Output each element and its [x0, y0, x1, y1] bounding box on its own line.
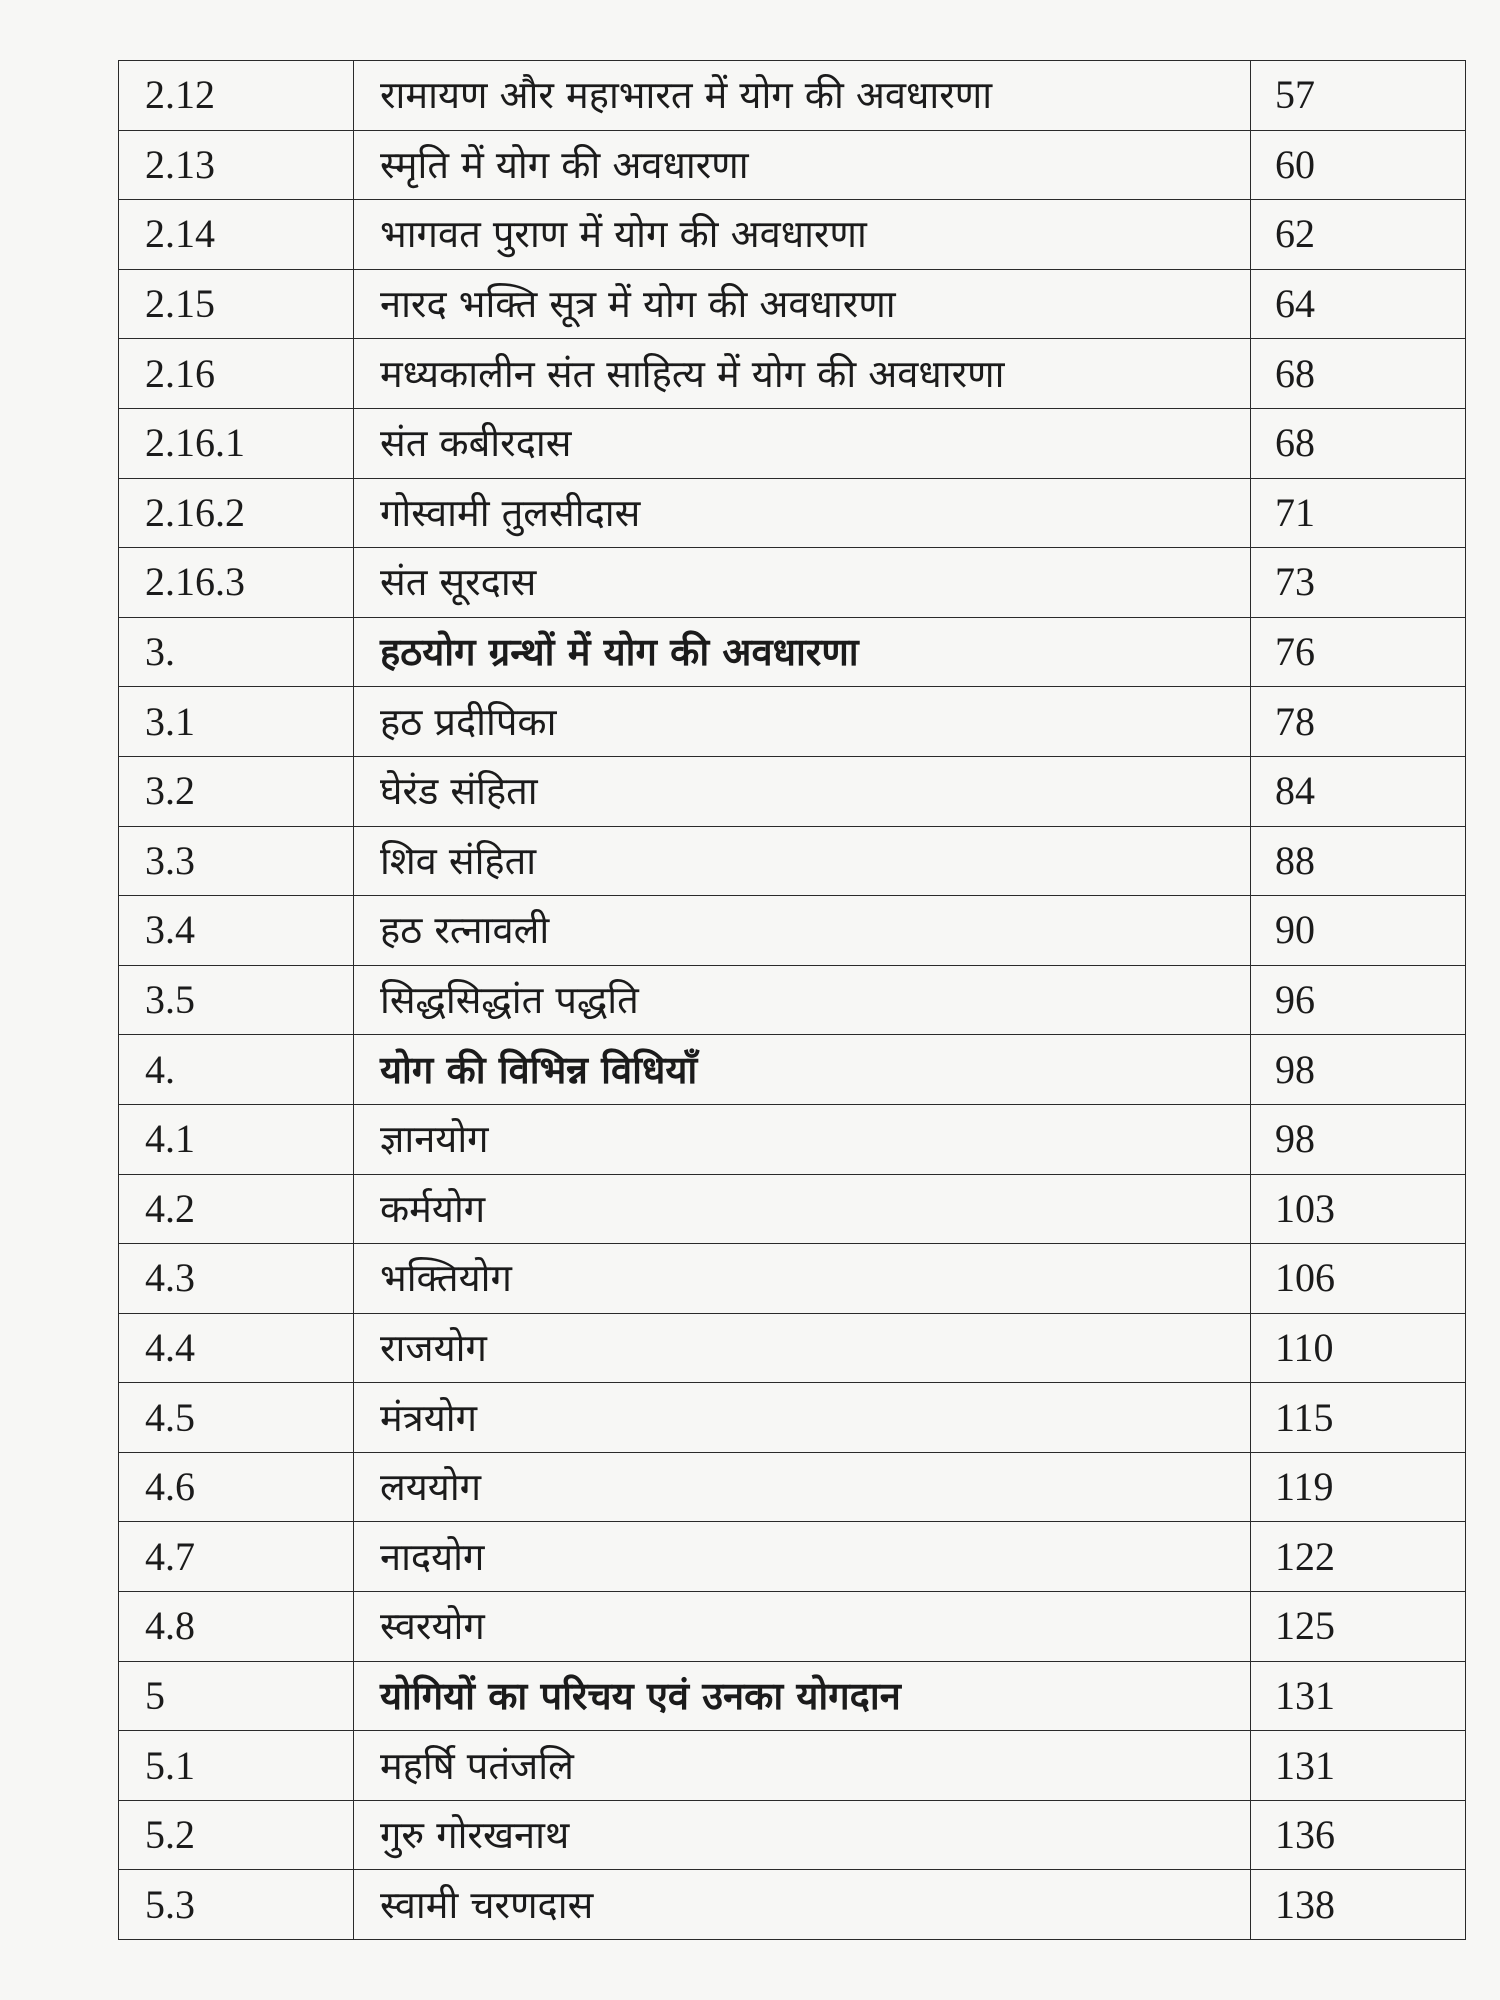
section-number: 2.16.3 [119, 548, 354, 618]
page-number: 106 [1251, 1244, 1466, 1314]
section-title: हठ प्रदीपिका [354, 687, 1251, 757]
page-number: 138 [1251, 1870, 1466, 1940]
table-row [119, 826, 1466, 896]
section-number: 3.4 [119, 896, 354, 966]
page-number: 62 [1251, 200, 1466, 270]
table-row [119, 130, 1466, 200]
page-number: 119 [1251, 1452, 1466, 1522]
page-number: 96 [1251, 965, 1466, 1035]
section-title: स्वामी चरणदास [354, 1870, 1251, 1940]
table-row [119, 1870, 1466, 1940]
section-title: संत सूरदास [354, 548, 1251, 618]
section-title: सिद्धसिद्धांत पद्धति [354, 965, 1251, 1035]
section-title: नारद भक्ति सूत्र में योग की अवधारणा [354, 269, 1251, 339]
section-title: मंत्रयोग [354, 1383, 1251, 1453]
section-number: 4.3 [119, 1244, 354, 1314]
page-number: 76 [1251, 617, 1466, 687]
page-number: 110 [1251, 1313, 1466, 1383]
section-number: 2.13 [119, 130, 354, 200]
section-number: 4.8 [119, 1592, 354, 1662]
section-number: 2.16.1 [119, 408, 354, 478]
section-title: रामायण और महाभारत में योग की अवधारणा [354, 61, 1251, 131]
page-number: 136 [1251, 1800, 1466, 1870]
page-number: 88 [1251, 826, 1466, 896]
table-row [119, 965, 1466, 1035]
table-row [119, 408, 1466, 478]
table-row [119, 200, 1466, 270]
page-number: 131 [1251, 1731, 1466, 1801]
section-title: हठ रत्नावली [354, 896, 1251, 966]
section-number: 3. [119, 617, 354, 687]
table-row [119, 1661, 1466, 1731]
section-number: 2.14 [119, 200, 354, 270]
section-number: 2.16 [119, 339, 354, 409]
section-title: मध्यकालीन संत साहित्य में योग की अवधारणा [354, 339, 1251, 409]
section-title: स्वरयोग [354, 1592, 1251, 1662]
page-number: 115 [1251, 1383, 1466, 1453]
page-number: 64 [1251, 269, 1466, 339]
page-number: 98 [1251, 1035, 1466, 1105]
page-number: 90 [1251, 896, 1466, 966]
section-number: 2.12 [119, 61, 354, 131]
table-row [119, 687, 1466, 757]
section-number: 4.1 [119, 1104, 354, 1174]
section-title: योगियों का परिचय एवं उनका योगदान [354, 1661, 1251, 1731]
section-title: महर्षि पतंजलि [354, 1731, 1251, 1801]
section-title: हठयोग ग्रन्थों में योग की अवधारणा [354, 617, 1251, 687]
section-number: 5.3 [119, 1870, 354, 1940]
page-number: 68 [1251, 339, 1466, 409]
table-row [119, 1800, 1466, 1870]
page-number: 125 [1251, 1592, 1466, 1662]
section-number: 3.5 [119, 965, 354, 1035]
page-number: 103 [1251, 1174, 1466, 1244]
section-title: योग की विभिन्न विधियाँ [354, 1035, 1251, 1105]
section-title: नादयोग [354, 1522, 1251, 1592]
section-number: 4. [119, 1035, 354, 1105]
table-row [119, 1313, 1466, 1383]
page-number: 68 [1251, 408, 1466, 478]
section-number: 4.4 [119, 1313, 354, 1383]
section-number: 5.1 [119, 1731, 354, 1801]
table-row [119, 269, 1466, 339]
table-row [119, 548, 1466, 618]
page-number: 78 [1251, 687, 1466, 757]
page-number: 122 [1251, 1522, 1466, 1592]
page-number: 71 [1251, 478, 1466, 548]
section-title: कर्मयोग [354, 1174, 1251, 1244]
table-row [119, 1592, 1466, 1662]
section-title: ज्ञानयोग [354, 1104, 1251, 1174]
page-number: 60 [1251, 130, 1466, 200]
section-number: 5 [119, 1661, 354, 1731]
section-title: घेरंड संहिता [354, 756, 1251, 826]
page-number: 73 [1251, 548, 1466, 618]
section-title: स्मृति में योग की अवधारणा [354, 130, 1251, 200]
section-number: 4.6 [119, 1452, 354, 1522]
table-row [119, 1383, 1466, 1453]
section-number: 5.2 [119, 1800, 354, 1870]
toc-body [119, 61, 1466, 1940]
section-title: शिव संहिता [354, 826, 1251, 896]
table-row [119, 1244, 1466, 1314]
page-number: 98 [1251, 1104, 1466, 1174]
section-title: भागवत पुराण में योग की अवधारणा [354, 200, 1251, 270]
section-number: 3.3 [119, 826, 354, 896]
section-number: 4.5 [119, 1383, 354, 1453]
table-row [119, 1522, 1466, 1592]
table-row [119, 617, 1466, 687]
section-title: गुरु गोरखनाथ [354, 1800, 1251, 1870]
section-title: लययोग [354, 1452, 1251, 1522]
section-number: 2.16.2 [119, 478, 354, 548]
section-number: 3.2 [119, 756, 354, 826]
table-row [119, 756, 1466, 826]
table-of-contents [118, 60, 1466, 1940]
table-row [119, 896, 1466, 966]
section-number: 4.2 [119, 1174, 354, 1244]
page-number: 84 [1251, 756, 1466, 826]
page-number: 57 [1251, 61, 1466, 131]
table-row [119, 339, 1466, 409]
page-number: 131 [1251, 1661, 1466, 1731]
section-title: भक्तियोग [354, 1244, 1251, 1314]
table-row [119, 1104, 1466, 1174]
section-number: 3.1 [119, 687, 354, 757]
table-row [119, 478, 1466, 548]
table-row [119, 1035, 1466, 1105]
table-row [119, 61, 1466, 131]
section-number: 2.15 [119, 269, 354, 339]
table-row [119, 1731, 1466, 1801]
section-number: 4.7 [119, 1522, 354, 1592]
table-row [119, 1174, 1466, 1244]
section-title: राजयोग [354, 1313, 1251, 1383]
section-title: संत कबीरदास [354, 408, 1251, 478]
section-title: गोस्वामी तुलसीदास [354, 478, 1251, 548]
table-row [119, 1452, 1466, 1522]
